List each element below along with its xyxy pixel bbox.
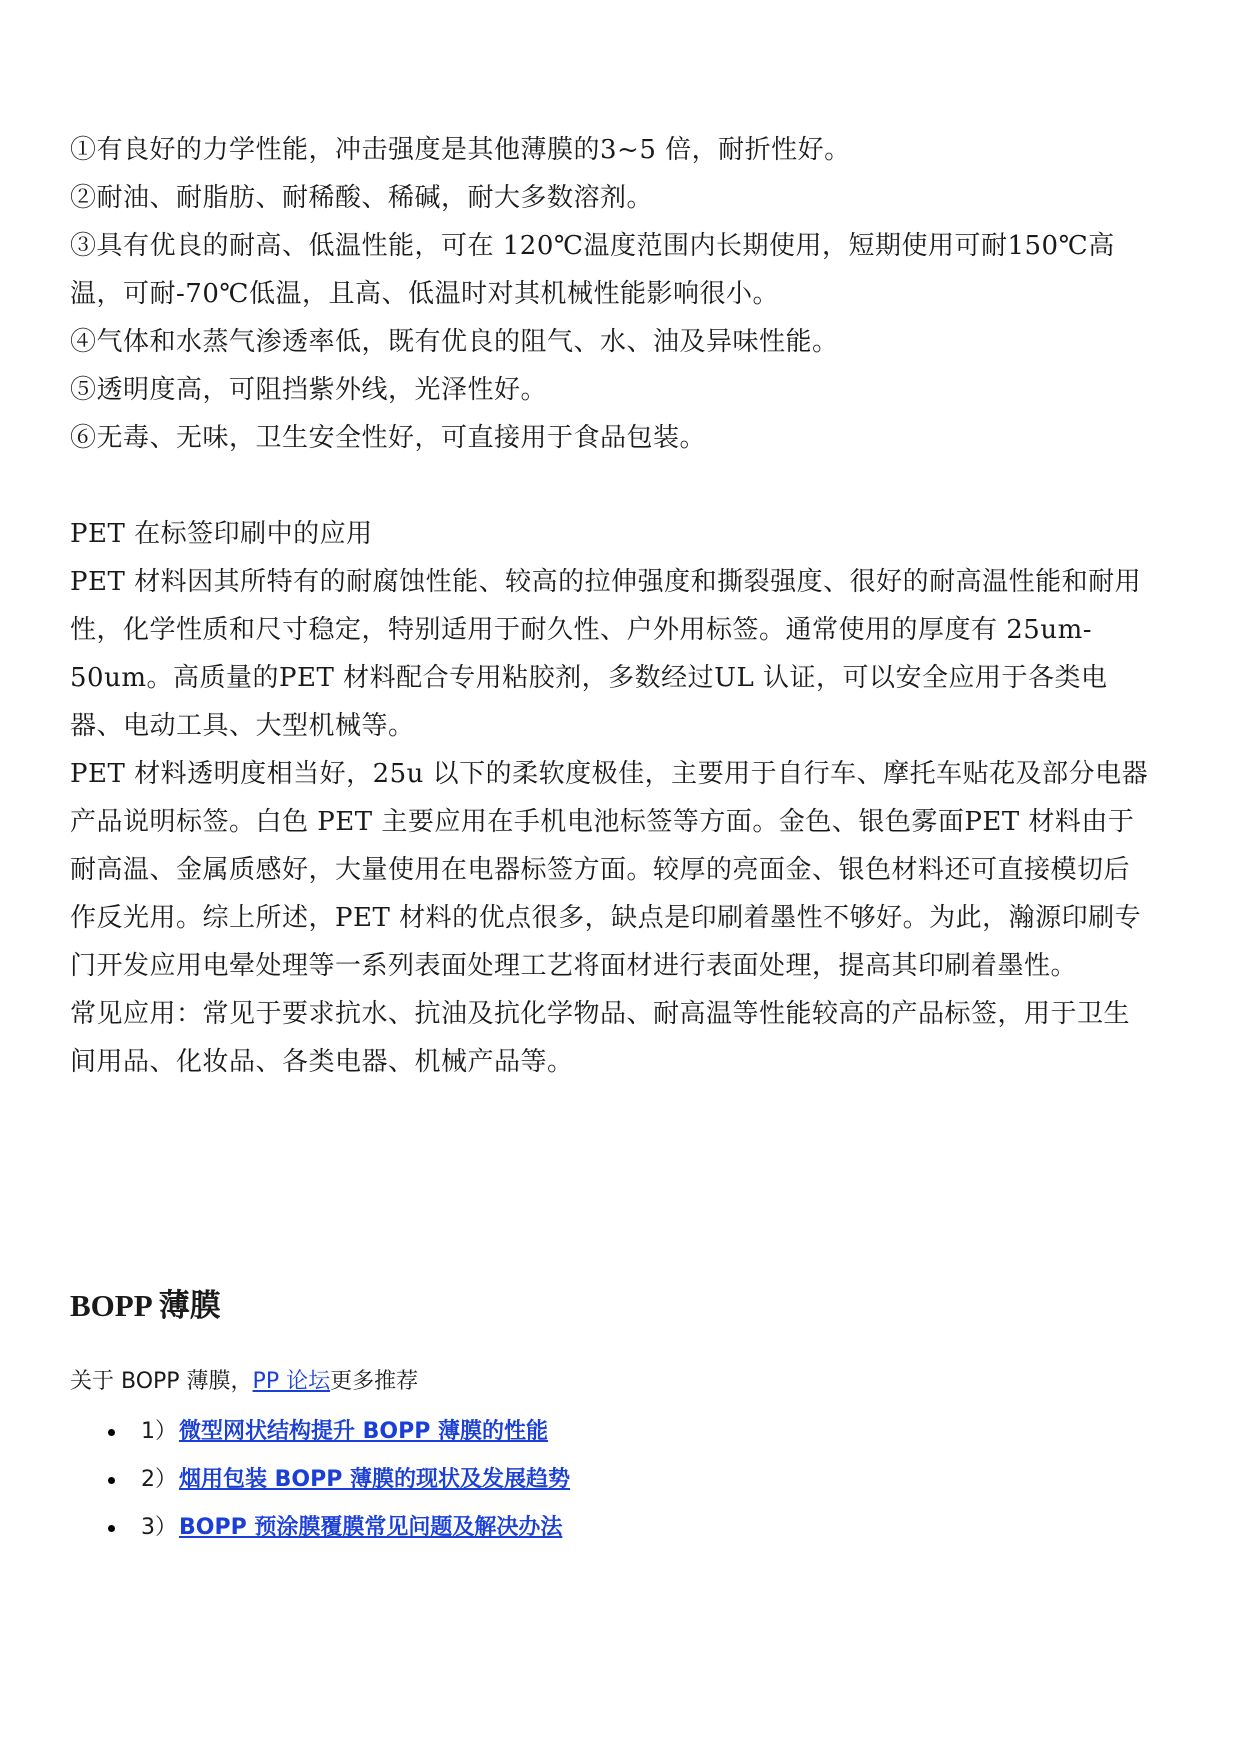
spacer xyxy=(70,462,1150,510)
property-item-4: ④气体和水蒸气渗透率低，既有优良的阻气、水、油及异味性能。 xyxy=(70,327,839,357)
item-number: 1） xyxy=(141,1419,177,1444)
pp-forum-link[interactable]: PP 论坛 xyxy=(252,1369,331,1394)
pet-paragraph-1: PET 材料因其所特有的耐腐蚀性能、较高的拉伸强度和撕裂强度、很好的耐高温性能和耐用性，化学性质和尺寸稳定，特别适用于耐久性、户外用标签。通常使用的厚度有 25um-50um。高质量的PET 材料配合专用粘胶剂，多数经过UL 认证，可以安全应用于各类电器、电动工具、大型机械等。 xyxy=(70,567,1142,741)
recommendation-list xyxy=(70,1408,1150,1552)
bopp-heading: BOPP 薄膜 xyxy=(70,1288,221,1323)
bullet-icon xyxy=(108,1477,115,1484)
bullet-icon xyxy=(108,1525,115,1532)
intro-prefix: 关于 BOPP 薄膜， xyxy=(70,1369,253,1394)
pet-section-title: PET 在标签印刷中的应用 xyxy=(70,519,373,549)
property-item-1: ①有良好的力学性能，冲击强度是其他薄膜的3~5 倍，耐折性好。 xyxy=(70,135,851,165)
bullet-icon xyxy=(108,1429,115,1436)
item-number: 2） xyxy=(141,1467,177,1492)
recommendation-link[interactable]: 微型网状结构提升 BOPP 薄膜的性能 xyxy=(179,1419,549,1444)
item-number: 3） xyxy=(141,1515,177,1540)
recommendation-link[interactable]: 烟用包装 BOPP 薄膜的现状及发展趋势 xyxy=(179,1467,571,1492)
property-item-2: ②耐油、耐脂肪、耐稀酸、稀碱，耐大多数溶剂。 xyxy=(70,183,654,213)
document-page xyxy=(70,126,1150,1552)
pet-paragraph-3: 常见应用：常见于要求抗水、抗油及抗化学物品、耐高温等性能较高的产品标签，用于卫生间用品、化妆品、各类电器、机械产品等。 xyxy=(70,999,1131,1077)
property-item-6: ⑥无毒、无味，卫生安全性好，可直接用于食品包装。 xyxy=(70,423,707,453)
recommendation-link[interactable]: BOPP 预涂膜覆膜常见问题及解决办法 xyxy=(179,1515,563,1540)
spacer xyxy=(70,1086,1150,1286)
intro-suffix: 更多推荐 xyxy=(330,1369,419,1394)
list-item xyxy=(108,1408,1150,1456)
list-item xyxy=(108,1504,1150,1552)
property-item-3: ③具有优良的耐高、低温性能，可在 120℃温度范围内长期使用，短期使用可耐150℃高温，可耐-70℃低温，且高、低温时对其机械性能影响很小。 xyxy=(70,231,1115,309)
pet-paragraph-2: PET 材料透明度相当好，25u 以下的柔软度极佳，主要用于自行车、摩托车贴花及部分电器产品说明标签。白色 PET 主要应用在手机电池标签等方面。金色、银色雾面PET 材料由于耐高温、金属质感好，大量使用在电器标签方面。较厚的亮面金、银色材料还可直接模切后作反光用。综上所述，PET 材料的优点很多，缺点是印刷着墨性不够好。为此，瀚源印刷专门开发应用电晕处理等一系列表面处理工艺将面材进行表面处理，提高其印刷着墨性。 xyxy=(70,759,1149,981)
list-item xyxy=(108,1456,1150,1504)
property-item-5: ⑤透明度高，可阻挡紫外线，光泽性好。 xyxy=(70,375,548,405)
bopp-intro xyxy=(70,1366,1150,1398)
